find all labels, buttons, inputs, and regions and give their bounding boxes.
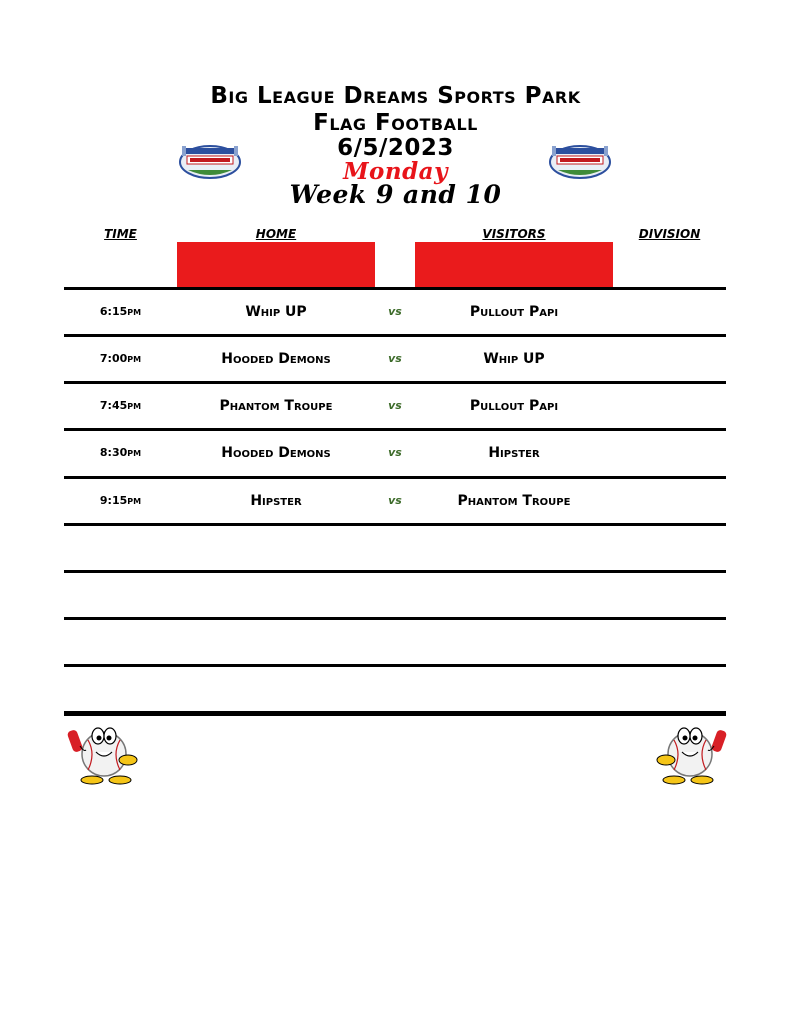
division	[613, 431, 726, 475]
park-title: Big League Dreams Sports Park	[210, 83, 581, 109]
versus-label: vs	[388, 494, 402, 507]
visitor-team: Pullout Papi	[469, 398, 559, 414]
home-team	[177, 526, 375, 570]
baseball-mascot-icon	[66, 716, 144, 786]
table-row	[64, 667, 726, 711]
column-header-visitors: VISITORS	[482, 227, 546, 241]
table-row	[64, 479, 726, 523]
table-bottom-border	[64, 711, 726, 716]
game-time: 7:45pm	[99, 399, 142, 412]
versus-label: vs	[388, 305, 402, 318]
division	[613, 384, 726, 428]
visitor-team: Phantom Troupe	[457, 493, 571, 509]
visitor-team	[415, 526, 613, 570]
home-team: Phantom Troupe	[219, 398, 333, 414]
home-team: Hooded Demons	[221, 351, 331, 367]
home-team	[177, 620, 375, 664]
schedule-day: Monday	[343, 158, 448, 185]
sport-title: Flag Football	[313, 110, 478, 136]
division	[613, 526, 726, 570]
visitor-team: Whip UP	[483, 351, 545, 367]
division	[613, 620, 726, 664]
visitor-team: Hipster	[488, 445, 540, 461]
column-header-division: DIVISION	[638, 227, 701, 241]
stadium-logo-icon	[548, 140, 612, 180]
table-row	[64, 384, 726, 428]
division	[613, 337, 726, 381]
versus-label	[375, 667, 415, 711]
division	[613, 573, 726, 617]
baseball-mascot-icon	[650, 716, 728, 786]
column-header-time: TIME	[104, 227, 137, 241]
game-time	[64, 573, 177, 617]
home-team: Hooded Demons	[221, 445, 331, 461]
versus-label	[375, 620, 415, 664]
home-team: Hipster	[250, 493, 302, 509]
versus-label: vs	[388, 399, 402, 412]
game-time: 8:30pm	[99, 446, 142, 459]
home-team	[177, 573, 375, 617]
visitor-team	[415, 620, 613, 664]
table-row	[64, 620, 726, 664]
schedule-week: Week 9 and 10	[289, 180, 502, 209]
schedule-date: 6/5/2023	[337, 135, 454, 161]
table-row	[64, 431, 726, 475]
table-row	[64, 337, 726, 381]
game-time: 6:15pm	[99, 305, 142, 318]
division	[613, 290, 726, 334]
home-team: Whip UP	[245, 304, 307, 320]
column-header-home: HOME	[255, 227, 297, 241]
division	[613, 479, 726, 523]
game-time: 7:00pm	[99, 352, 142, 365]
visitors-header-red-box	[415, 242, 613, 288]
game-time: 9:15pm	[99, 494, 142, 507]
versus-label: vs	[388, 446, 402, 459]
home-team	[177, 667, 375, 711]
visitor-team	[415, 667, 613, 711]
visitor-team: Pullout Papi	[469, 304, 559, 320]
game-time	[64, 526, 177, 570]
game-time	[64, 620, 177, 664]
table-row	[64, 290, 726, 334]
versus-label	[375, 526, 415, 570]
versus-label	[375, 573, 415, 617]
division	[613, 667, 726, 711]
versus-label: vs	[388, 352, 402, 365]
game-time	[64, 667, 177, 711]
stadium-logo-icon	[178, 140, 242, 180]
visitor-team	[415, 573, 613, 617]
home-header-red-box	[177, 242, 375, 288]
table-row	[64, 573, 726, 617]
table-row	[64, 526, 726, 570]
